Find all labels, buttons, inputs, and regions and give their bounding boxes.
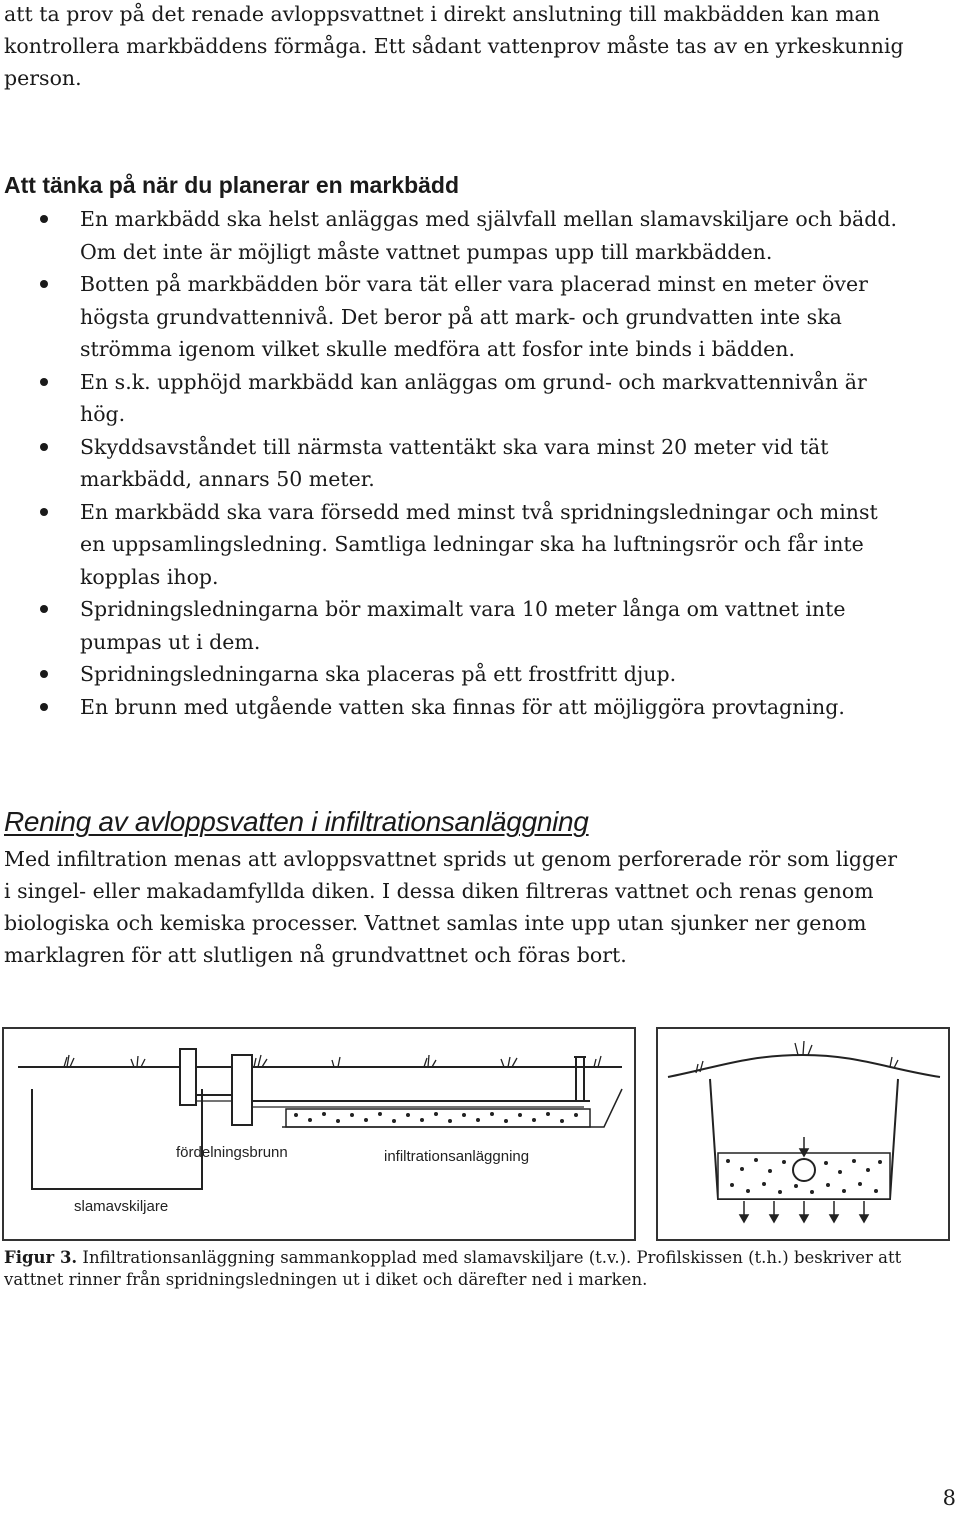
grass-tufts	[64, 1055, 601, 1067]
bullet-icon	[40, 443, 48, 451]
list-item	[0, 658, 900, 691]
caption-label: Figur 3.	[4, 1248, 78, 1267]
list-item	[0, 366, 900, 431]
markbadd-heading: Att tänka på när du planerar en markbädd	[4, 172, 460, 198]
bullet-icon	[40, 605, 48, 613]
list-item-text: Spridningsledningarna ska placeras på ett frostfritt djup.	[80, 662, 677, 686]
figure-caption	[4, 1247, 934, 1291]
fordelningsbrunn-well	[232, 1055, 252, 1125]
list-item	[0, 268, 900, 366]
tank-riser	[180, 1049, 196, 1105]
spridningsledning-pipe	[793, 1159, 815, 1181]
caption-text: Infiltrationsanläggning sammankopplad med slamavskiljare (t.v.). Profilskissen (t.h.) beskriver att vattnet rinner från spridningsledningen ut i diket och därefter ned i marken.	[4, 1248, 902, 1289]
page-number: 8	[942, 1486, 956, 1510]
intro-paragraph: att ta prov på det renade avloppsvattnet i direkt anslutning till makbädden kan man kontrollera markbäddens förmåga. Ett sådant vattenprov måste tas av en yrkeskunnig person.	[4, 2, 904, 90]
bullet-icon	[40, 215, 48, 223]
list-item-text: En brunn med utgående vatten ska finnas för att möjliggöra provtagning.	[80, 694, 845, 719]
list-item-text: En markbädd ska helst anläggas med självfall mellan slamavskiljare och bädd. Om det inte är möjligt måste vattnet pumpas upp till markbädden.	[80, 207, 898, 264]
label-slamavskiljare: slamavskiljare	[74, 1198, 169, 1215]
gravel-bed	[286, 1109, 590, 1127]
label-infiltrationsanlaggning: infiltrationsanläggning	[384, 1148, 530, 1165]
profile-diagram	[658, 1029, 948, 1239]
list-item	[0, 496, 900, 594]
label-fordelningsbrunn: fördelningsbrunn	[176, 1144, 288, 1161]
markbadd-bullet-list	[0, 203, 900, 723]
system-diagram	[4, 1029, 634, 1239]
bullet-icon	[40, 670, 48, 678]
slamavskiljare-tank	[32, 1089, 202, 1189]
list-item	[0, 431, 900, 496]
bullet-icon	[40, 508, 48, 516]
mound-surface	[668, 1055, 940, 1077]
list-item-text: Botten på markbädden bör vara tät eller vara placerad minst en meter över högsta grundvattennivå. Det beror på att mark- och grundvatten inte ska strömma igenom vilket skulle medföra att fosfor inte binds i bädden.	[80, 272, 868, 361]
infiltration-heading: Rening av avloppsvatten i infiltrationsanläggning	[4, 806, 589, 837]
figure-infiltration-system	[2, 1027, 636, 1241]
grass-tufts-profile	[696, 1041, 898, 1073]
list-item-text: Spridningsledningarna bör maximalt vara 10 meter långa om vattnet inte pumpas ut i dem.	[80, 597, 846, 654]
list-item	[0, 593, 900, 658]
bullet-icon	[40, 378, 48, 386]
list-item-text: En markbädd ska vara försedd med minst två spridningsledningar och minst en uppsamlingsledning. Samtliga ledningar ska ha luftningsrör och får inte kopplas ihop.	[80, 499, 878, 589]
figure-profile-sketch	[656, 1027, 950, 1241]
bullet-icon	[40, 703, 48, 711]
list-item	[0, 691, 900, 724]
bullet-icon	[40, 280, 48, 288]
vent-pipe	[574, 1057, 586, 1101]
list-item-text: Skyddsavståndet till närmsta vattentäkt ska vara minst 20 meter vid tät markbädd, annars 50 meter.	[80, 434, 829, 491]
infiltration-paragraph: Med infiltration menas att avloppsvattnet sprids ut genom perforerade rör som ligger i singel- eller makadamfyllda diken. I dessa diken filtreras vattnet och renas genom biologiska och kemiska processer. Vattnet samlas inte upp utan sjunker ner genom marklagren för att slutligen nå grundvattnet och föras bort.	[4, 847, 898, 967]
list-item	[0, 203, 900, 268]
list-item-text: En s.k. upphöjd markbädd kan anläggas om grund- och markvattennivån är hög.	[80, 369, 867, 426]
